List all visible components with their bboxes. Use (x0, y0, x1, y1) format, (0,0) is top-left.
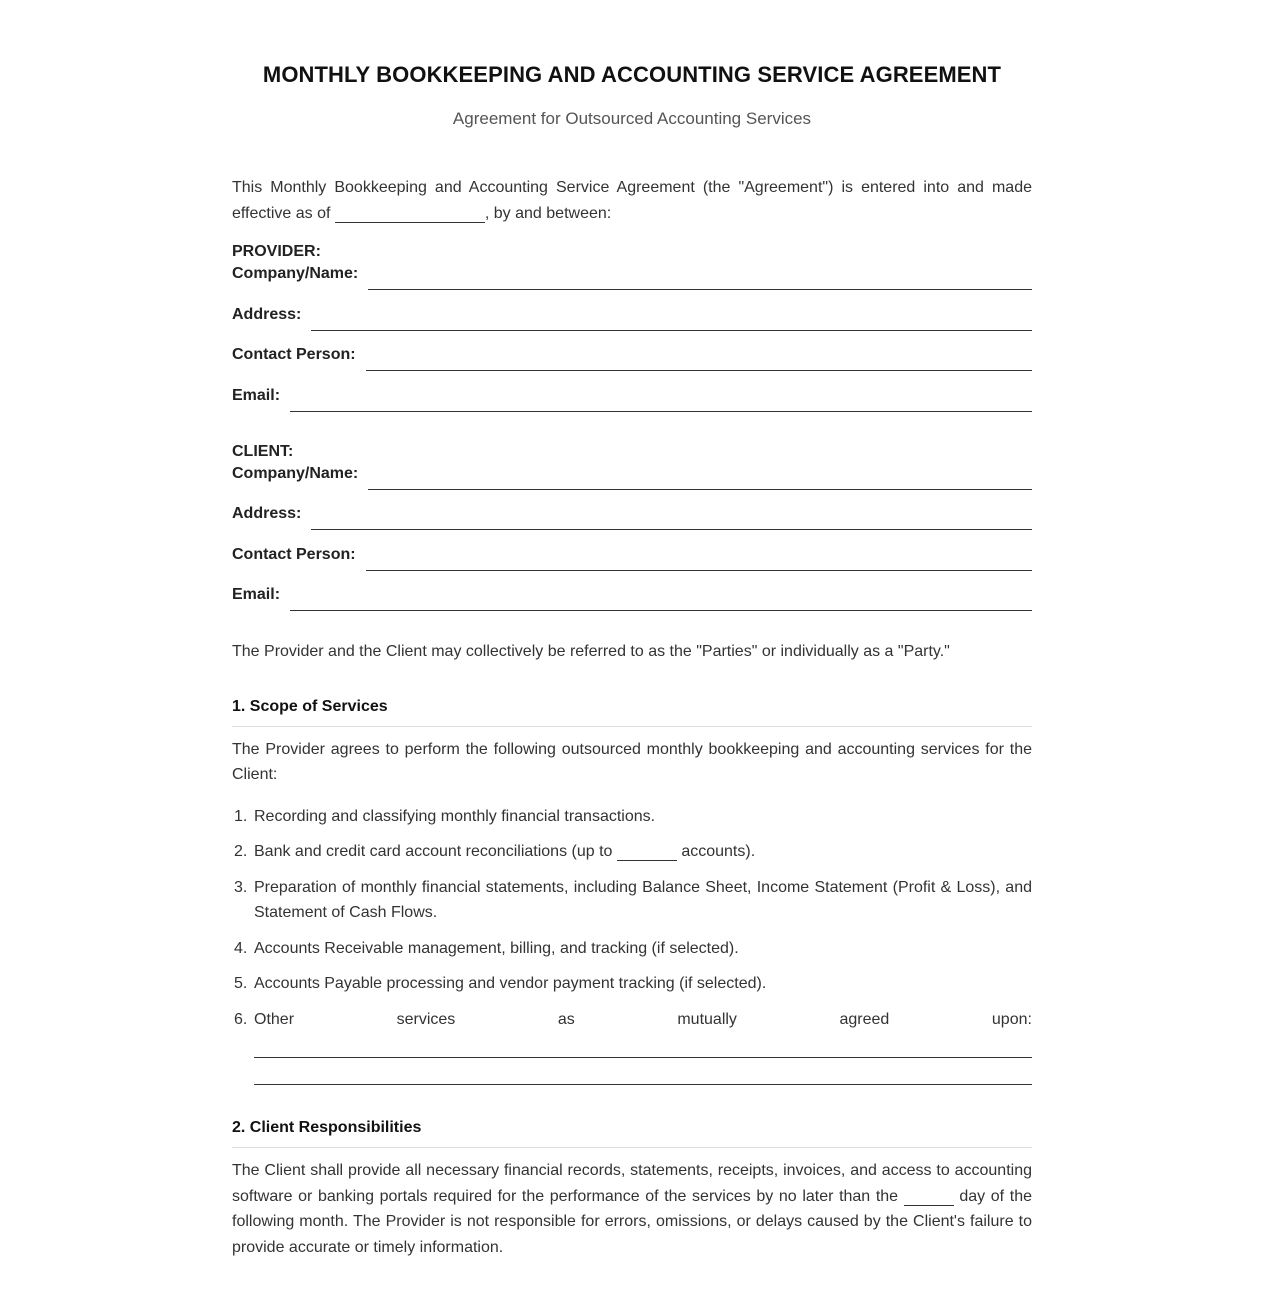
provider-email-label: Email: (232, 386, 281, 404)
agreement-page (232, 0, 1032, 1260)
other-services-line-2[interactable] (254, 1083, 1032, 1085)
client-contact-line[interactable] (366, 569, 1032, 571)
list-item: 5. Accounts Payable processing and vendor payment tracking (if selected). (234, 975, 767, 992)
provider-address-field (232, 284, 1032, 325)
services-list (232, 804, 1032, 1086)
intro-text: This Monthly Bookkeeping and Accounting Service Agreement (the "Agreement") is entered into and made effective as of (232, 179, 1032, 222)
account-count-blank[interactable] (617, 842, 677, 861)
client-company-label: Company/Name: (232, 464, 359, 482)
list-item: 6. Other services as mutually agreed upon: (232, 1007, 1032, 1086)
provider-contact-field (232, 325, 1032, 366)
section-2-heading: 2. Client Responsibilities (232, 1117, 1032, 1148)
list-item: 1. Recording and classifying monthly financial transactions. (234, 807, 656, 825)
provider-company-label: Company/Name: (232, 265, 359, 282)
list-item: 3. Preparation of monthly financial statements, including Balance Sheet, Income Statement (Profit & Loss), and Statement of Cash Flows. (234, 878, 1032, 921)
document-subtitle: Agreement for Outsourced Accounting Services (452, 109, 812, 128)
client-heading: CLIENT: (232, 442, 294, 460)
section-1-heading: 1. Scope of Services (232, 696, 1032, 727)
provider-block (232, 240, 1032, 406)
client-email-label: Email: (232, 586, 281, 603)
provider-company-field (232, 264, 1032, 284)
provider-company-line[interactable] (368, 288, 1032, 290)
other-services-row: Other services as mutually agreed upon: (254, 1010, 1032, 1028)
client-contact-label: Contact Person: (232, 545, 356, 563)
client-contact-field (232, 524, 1032, 565)
provider-heading: PROVIDER: (232, 243, 321, 260)
client-address-field (232, 484, 1032, 525)
client-company-field (232, 464, 1032, 484)
other-services-line-1[interactable] (254, 1056, 1032, 1058)
section-1-intro: The Provider agrees to perform the following outsourced monthly bookkeeping and accounting services for the Client: (232, 740, 1032, 783)
deadline-day-blank[interactable] (904, 1187, 954, 1206)
provider-address-line[interactable] (311, 329, 1032, 331)
section-2-text: The Client shall provide all necessary financial records, statements, receipts, invoices, and access to accounting software or banking portals required for the performance of the services by no later than the day of the following month. The Provider is not responsible for errors, omissions, or delays caused by the Client's failure to provide accurate or timely information. (232, 1162, 1032, 1256)
provider-contact-label: Contact Person: (232, 346, 356, 363)
provider-contact-line[interactable] (366, 369, 1032, 371)
client-company-line[interactable] (368, 488, 1032, 490)
list-item: 2. Bank and credit card account reconciliations (up to accounts). (234, 843, 756, 860)
client-email-field (232, 565, 1032, 606)
effective-date-blank[interactable] (335, 204, 485, 223)
list-item: 4. Accounts Receivable management, billing, and tracking (if selected). (234, 939, 739, 957)
parties-note: The Provider and the Client may collectively be referred to as the "Parties" or individually as a "Party." (232, 643, 950, 660)
provider-email-line[interactable] (290, 410, 1032, 412)
document-title: MONTHLY BOOKKEEPING AND ACCOUNTING SERVICE AGREEMENT (262, 62, 1002, 87)
intro-paragraph (232, 175, 1032, 226)
provider-address-label: Address: (232, 305, 302, 323)
client-block (232, 440, 1032, 606)
client-email-line[interactable] (290, 609, 1032, 611)
client-address-label: Address: (232, 505, 302, 522)
section-client-responsibilities (232, 1117, 1032, 1260)
intro-text-end: , by and between: (484, 204, 612, 222)
client-address-line[interactable] (311, 528, 1032, 530)
section-scope (232, 696, 1032, 1086)
provider-email-field (232, 365, 1032, 406)
